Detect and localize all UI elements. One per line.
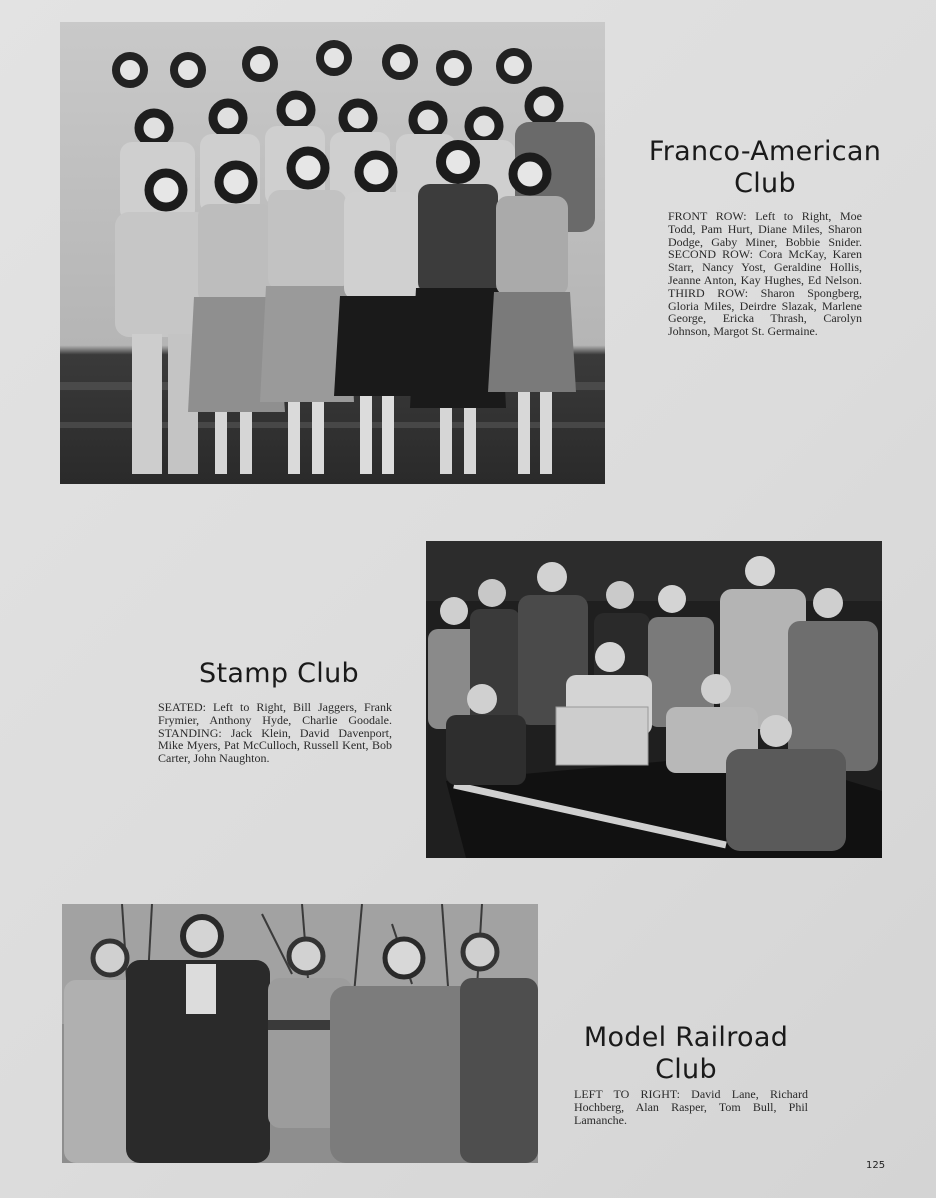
stamp-club-caption: SEATED: Left to Right, Bill Jaggers, Frank Frymier, Anthony Hyde, Charlie Goodale. STANDING: Jack Klein, David Davenport, Mike Myers, Pat McCulloch, Russell Kent, Bob Carter, John Naughton. <box>158 700 392 766</box>
franco-american-club-caption: FRONT ROW: Left to Right, Moe Todd, Pam Hurt, Diane Miles, Sharon Dodge, Gaby Miner, Bobbie Snider. SECOND ROW: Cora McKay, Karen Starr, Nancy Yost, Geraldine Hollis, Jeanne Anton, Kay Hughes, Ed Nelson. THIRD ROW: Sharon Spongberg, Gloria Miles, Deirdre Slazak, Marlene George, Ericka Thrash, Carolyn Johnson, Margot St. Germaine. <box>668 209 862 339</box>
page-number: 125 <box>866 1160 886 1171</box>
stamp-photo-illustration <box>426 541 882 858</box>
model-railroad-club-photo <box>62 904 538 1163</box>
railroad-title-line2: Club <box>655 1054 717 1085</box>
franco-american-club-photo <box>60 22 605 484</box>
franco-title-line2: Club <box>734 168 796 199</box>
railroad-title-line1: Model Railroad <box>583 1022 789 1053</box>
model-railroad-club-title <box>560 1022 812 1086</box>
railroad-photo-illustration <box>62 904 538 1163</box>
franco-photo-illustration <box>60 22 605 484</box>
stamp-club-title: Stamp Club <box>199 658 359 689</box>
model-railroad-club-caption: LEFT TO RIGHT: David Lane, Richard Hochberg, Alan Rasper, Tom Bull, Phil Lamanche. <box>574 1087 808 1127</box>
stamp-club-photo <box>426 541 882 858</box>
franco-title-line1: Franco-American <box>648 136 882 167</box>
franco-american-club-title <box>632 136 898 200</box>
